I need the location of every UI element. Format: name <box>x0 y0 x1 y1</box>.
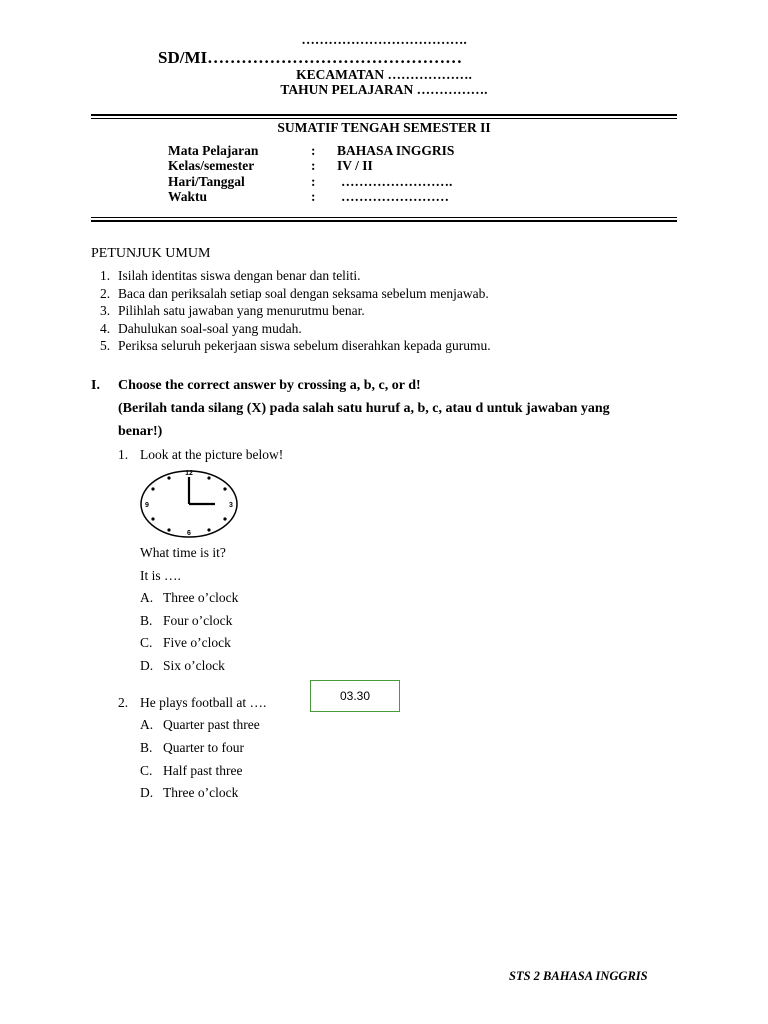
identity-value-subject: BAHASA INGGRIS <box>337 143 455 158</box>
district-line: KECAMATAN ………………. <box>296 67 472 82</box>
section-subtitle: (Berilah tanda silang (X) pada salah satu huruf a, b, c, atau d untuk jawaban yang <box>118 401 610 416</box>
option-letter: A. <box>140 590 154 605</box>
option-text: Quarter to four <box>163 740 244 755</box>
time-box: 03.30 <box>310 680 400 712</box>
clock-number-9: 9 <box>145 502 149 509</box>
identity-label: Hari/Tanggal <box>168 174 245 189</box>
option-text: Five o’clock <box>163 635 231 650</box>
list-item: Isilah identitas siswa dengan benar dan teliti. <box>118 268 361 283</box>
section-numeral: I. <box>91 378 100 393</box>
option-text: Six o’clock <box>163 658 225 673</box>
option-letter: B. <box>140 740 153 755</box>
question-number: 2. <box>118 695 129 710</box>
instructions-title: PETUNJUK UMUM <box>91 246 211 261</box>
list-item: Dahulukan soal-soal yang mudah. <box>118 321 302 336</box>
identity-label: Waktu <box>168 189 208 204</box>
option-text: Half past three <box>163 763 243 778</box>
clock-number-6: 6 <box>187 530 191 537</box>
identity-colon: : <box>311 189 316 204</box>
list-item-number: 3. <box>100 303 111 318</box>
identity-colon: : <box>311 174 316 189</box>
list-item: Baca dan periksalah setiap soal dengan seksama sebelum menjawab. <box>118 286 489 301</box>
option-letter: D. <box>140 658 154 673</box>
bottom-rule-thin <box>91 217 677 218</box>
exam-title: SUMATIF TENGAH SEMESTER II <box>277 120 491 135</box>
top-rule-thin <box>91 118 677 119</box>
option-letter: A. <box>140 717 154 732</box>
school-label: SD/MI……………………………………… <box>158 48 463 67</box>
question-number: 1. <box>118 447 129 462</box>
clock-number-12: 12 <box>185 470 193 477</box>
clock-icon <box>139 469 239 539</box>
list-item: Pilihlah satu jawaban yang menurutmu benar. <box>118 303 365 318</box>
bottom-rule-thick <box>91 220 677 222</box>
option-letter: B. <box>140 613 153 628</box>
option-letter: C. <box>140 635 153 650</box>
list-item-number: 4. <box>100 321 111 336</box>
list-item-number: 2. <box>100 286 111 301</box>
question-prompt: He plays football at …. <box>140 695 267 710</box>
question-text: What time is it? <box>140 545 226 560</box>
question-prompt: Look at the picture below! <box>140 447 284 462</box>
identity-colon: : <box>311 143 316 158</box>
option-letter: C. <box>140 763 153 778</box>
identity-colon: : <box>311 158 316 173</box>
option-letter: D. <box>140 785 154 800</box>
identity-value-time: …………………… <box>341 189 449 204</box>
option-text: Three o’clock <box>163 785 239 800</box>
option-text: Four o’clock <box>163 613 233 628</box>
section-title: Choose the correct answer by crossing a, b, c, or d! <box>118 378 421 393</box>
footer-label: STS 2 BAHASA INGGRIS <box>509 969 648 983</box>
section-subtitle-cont: benar!) <box>118 424 163 439</box>
identity-label: Kelas/semester <box>168 158 255 173</box>
identity-value-class: IV / II <box>337 158 373 173</box>
list-item-number: 1. <box>100 268 111 283</box>
list-item: Periksa seluruh pekerjaan siswa sebelum diserahkan kepada gurumu. <box>118 338 491 353</box>
list-item-number: 5. <box>100 338 111 353</box>
year-line: TAHUN PELAJARAN ……………. <box>280 82 488 97</box>
question-stem: It is …. <box>140 568 181 583</box>
clock-number-3: 3 <box>229 502 233 509</box>
school-dots: ………………………………. <box>301 32 467 47</box>
option-text: Quarter past three <box>163 717 260 732</box>
identity-value-date: ……………………. <box>341 174 453 189</box>
top-rule-thick <box>91 114 677 116</box>
option-text: Three o’clock <box>163 590 239 605</box>
identity-label: Mata Pelajaran <box>168 143 259 158</box>
